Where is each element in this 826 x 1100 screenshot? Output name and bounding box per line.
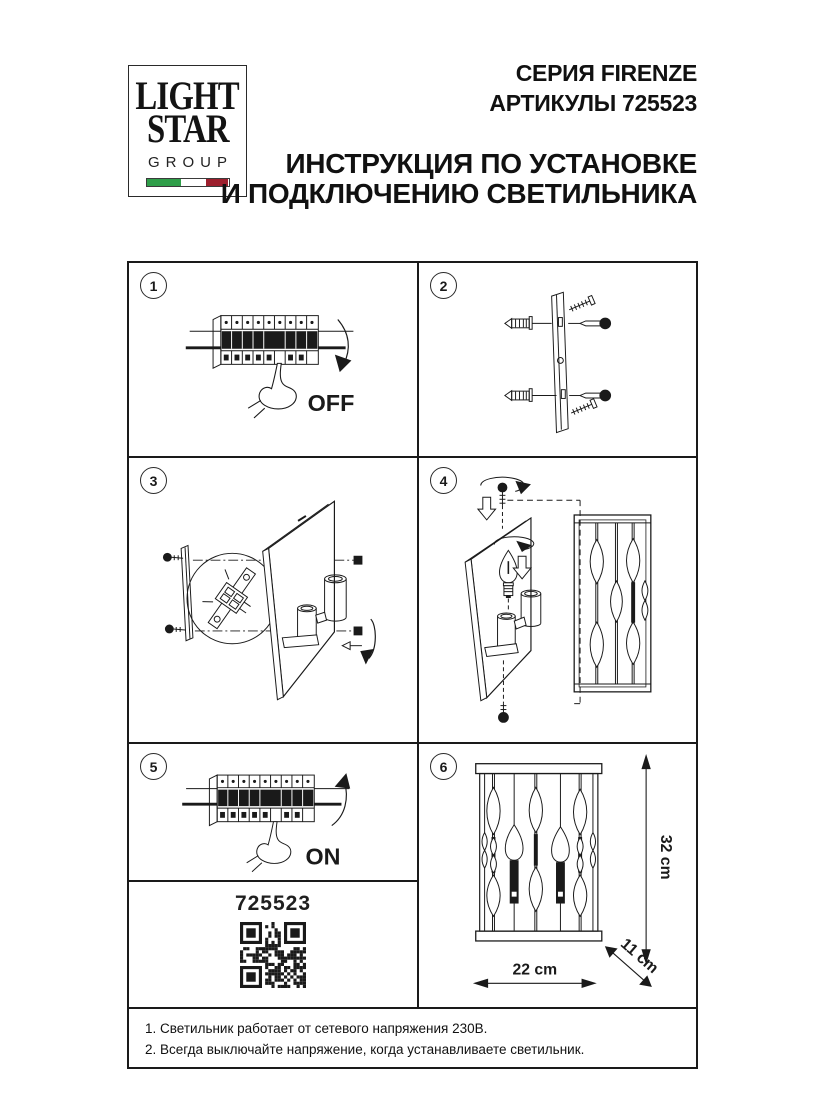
instruction-title-line1: ИНСТРУКЦИЯ ПО УСТАНОВКЕ [285, 148, 697, 179]
step-panel-5 [129, 744, 419, 882]
arrow-head [335, 355, 352, 373]
screw-icon [165, 625, 185, 633]
screw-icon [567, 295, 595, 313]
wall-anchor-icon [505, 317, 552, 330]
flag-green [147, 179, 181, 186]
screw-icon [569, 399, 597, 417]
article-title: АРТИКУЛЫ 725523 [489, 90, 697, 116]
screw-icon [569, 390, 610, 401]
dimension-depth [606, 935, 662, 986]
arrow-head [335, 773, 351, 789]
notes-box [127, 1007, 698, 1069]
logo-line-star: STAR [146, 105, 229, 151]
steps-grid [127, 261, 698, 1009]
lamp-dimensions-illustration [419, 744, 694, 1003]
document-header [217, 58, 697, 209]
circuit-breaker-icon [186, 316, 354, 369]
pointing-hand-icon [248, 363, 296, 418]
depth-label: 11 cm [617, 935, 662, 978]
width-label: 22 cm [512, 961, 558, 979]
step-number-badge: 4 [430, 467, 457, 494]
decorative-shade-icon [574, 515, 651, 692]
candle-bulb-icon [505, 825, 523, 904]
step-number-badge: 2 [430, 272, 457, 299]
step-number-badge: 1 [140, 272, 167, 299]
step-panel-6 [419, 744, 696, 1007]
terminal-block-icon [195, 558, 268, 637]
article-number: 725523 [234, 892, 312, 915]
step-number-badge: 5 [140, 753, 167, 780]
bulb-and-shade-illustration [419, 458, 694, 740]
logo-line-group: GROUP [147, 153, 233, 171]
step-number-badge: 6 [430, 753, 457, 780]
step-panel-1 [129, 263, 419, 458]
base-mounting-illustration [129, 458, 417, 740]
circuit-breaker-icon [182, 775, 349, 825]
series-title: СЕРИЯ FIRENZE [515, 60, 697, 86]
wall-anchor-icon [505, 389, 557, 402]
step-panel-3 [129, 458, 419, 744]
breaker-off-illustration [129, 263, 417, 454]
flag-white [181, 179, 206, 186]
pointing-hand-icon [247, 822, 291, 872]
note-line-2: 2. Всегда выключайте напряжение, когда устанавливаете светильник. [145, 1041, 585, 1057]
down-arrow-icon [478, 497, 496, 520]
screw-icon [498, 483, 507, 505]
screw-icon [568, 318, 610, 329]
wall-lamp-front-view [476, 764, 602, 941]
dimension-height [642, 756, 674, 963]
mounting-bracket-illustration [419, 263, 694, 454]
step-panel-2 [419, 263, 696, 458]
breaker-on-illustration [129, 744, 417, 878]
screw-icon [499, 704, 509, 723]
logo-line-light: LIGHT [135, 73, 240, 118]
on-label: ON [305, 843, 341, 870]
qr-panel [129, 882, 419, 1007]
off-label: OFF [307, 390, 355, 417]
screw-icon [163, 553, 183, 561]
dimension-width [475, 961, 595, 987]
instruction-title-line2: И ПОДКЛЮЧЕНИЮ СВЕТИЛЬНИКА [220, 178, 697, 209]
step-panel-4 [419, 458, 696, 744]
note-line-1: 1. Светильник работает от сетевого напряжения 230В. [145, 1021, 488, 1036]
height-label: 32 cm [656, 834, 674, 880]
candle-bulb-icon [552, 827, 570, 904]
step-number-badge: 3 [140, 467, 167, 494]
qr-code [240, 922, 306, 988]
